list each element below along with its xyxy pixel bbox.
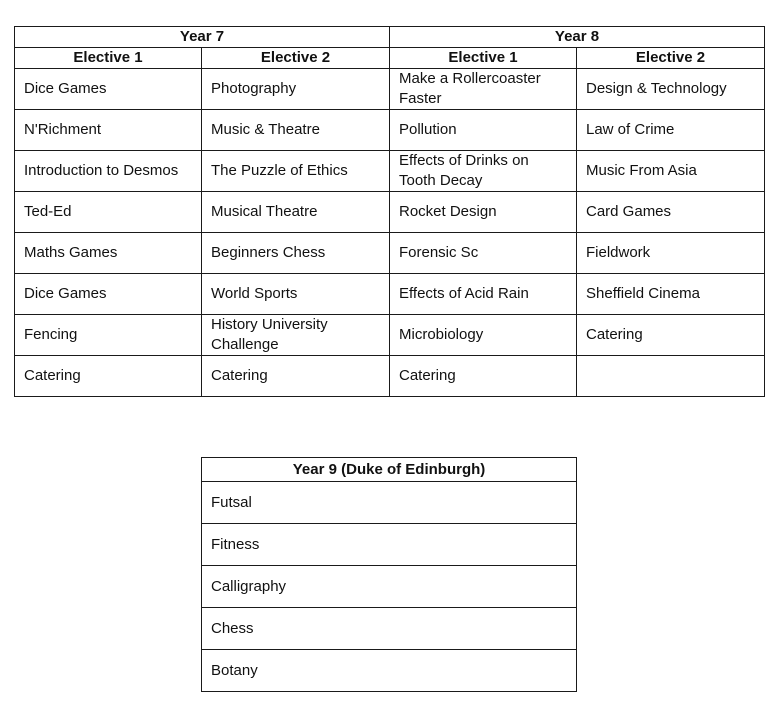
table-cell: World Sports	[202, 274, 390, 315]
table-row	[15, 233, 765, 274]
table-row	[15, 274, 765, 315]
table-cell: Calligraphy	[202, 566, 577, 608]
year7-elective2-header: Elective 2	[202, 48, 390, 69]
table-cell: Effects of Drinks on Tooth Decay	[390, 151, 577, 192]
table-cell: Maths Games	[15, 233, 202, 274]
electives-table-year9	[201, 457, 577, 692]
table-cell: Musical Theatre	[202, 192, 390, 233]
elective-header-row	[15, 48, 765, 69]
year8-elective1-header: Elective 1	[390, 48, 577, 69]
table-cell: Microbiology	[390, 315, 577, 356]
table-cell: Make a Rollercoaster Faster	[390, 69, 577, 110]
table-row	[15, 151, 765, 192]
table-row	[202, 566, 577, 608]
table-cell: Photography	[202, 69, 390, 110]
table-cell: The Puzzle of Ethics	[202, 151, 390, 192]
table-cell: Dice Games	[15, 274, 202, 315]
table-cell	[577, 356, 765, 397]
table-cell: Catering	[390, 356, 577, 397]
table-cell: Card Games	[577, 192, 765, 233]
table-row	[15, 110, 765, 151]
table-cell: Dice Games	[15, 69, 202, 110]
table-cell: History University Challenge	[202, 315, 390, 356]
table-row	[202, 650, 577, 692]
table-cell: Fieldwork	[577, 233, 765, 274]
table-cell: Sheffield Cinema	[577, 274, 765, 315]
table-cell: Forensic Sc	[390, 233, 577, 274]
table-cell: Ted-Ed	[15, 192, 202, 233]
table-cell: Rocket Design	[390, 192, 577, 233]
table-row	[15, 69, 765, 110]
year8-header: Year 8	[390, 27, 765, 48]
table-cell: Futsal	[202, 482, 577, 524]
table-row	[15, 356, 765, 397]
table-cell: Catering	[577, 315, 765, 356]
table-cell: Effects of Acid Rain	[390, 274, 577, 315]
table-row	[202, 482, 577, 524]
table-row	[202, 524, 577, 566]
table-cell: Pollution	[390, 110, 577, 151]
table-cell: N'Richment	[15, 110, 202, 151]
table-row	[202, 608, 577, 650]
year-header-row	[15, 27, 765, 48]
table-cell: Chess	[202, 608, 577, 650]
table-cell: Fitness	[202, 524, 577, 566]
table-cell: Music From Asia	[577, 151, 765, 192]
table-cell: Design & Technology	[577, 69, 765, 110]
year7-elective1-header: Elective 1	[15, 48, 202, 69]
electives-table-year7-year8	[14, 26, 765, 397]
table-cell: Catering	[15, 356, 202, 397]
table-cell: Music & Theatre	[202, 110, 390, 151]
year7-header: Year 7	[15, 27, 390, 48]
year8-elective2-header: Elective 2	[577, 48, 765, 69]
table-cell: Fencing	[15, 315, 202, 356]
table-cell: Botany	[202, 650, 577, 692]
year9-header-row	[202, 458, 577, 482]
table-row	[15, 315, 765, 356]
table-cell: Catering	[202, 356, 390, 397]
table-row	[15, 192, 765, 233]
table-cell: Law of Crime	[577, 110, 765, 151]
table-cell: Introduction to Desmos	[15, 151, 202, 192]
year9-header: Year 9 (Duke of Edinburgh)	[202, 458, 577, 482]
table-cell: Beginners Chess	[202, 233, 390, 274]
